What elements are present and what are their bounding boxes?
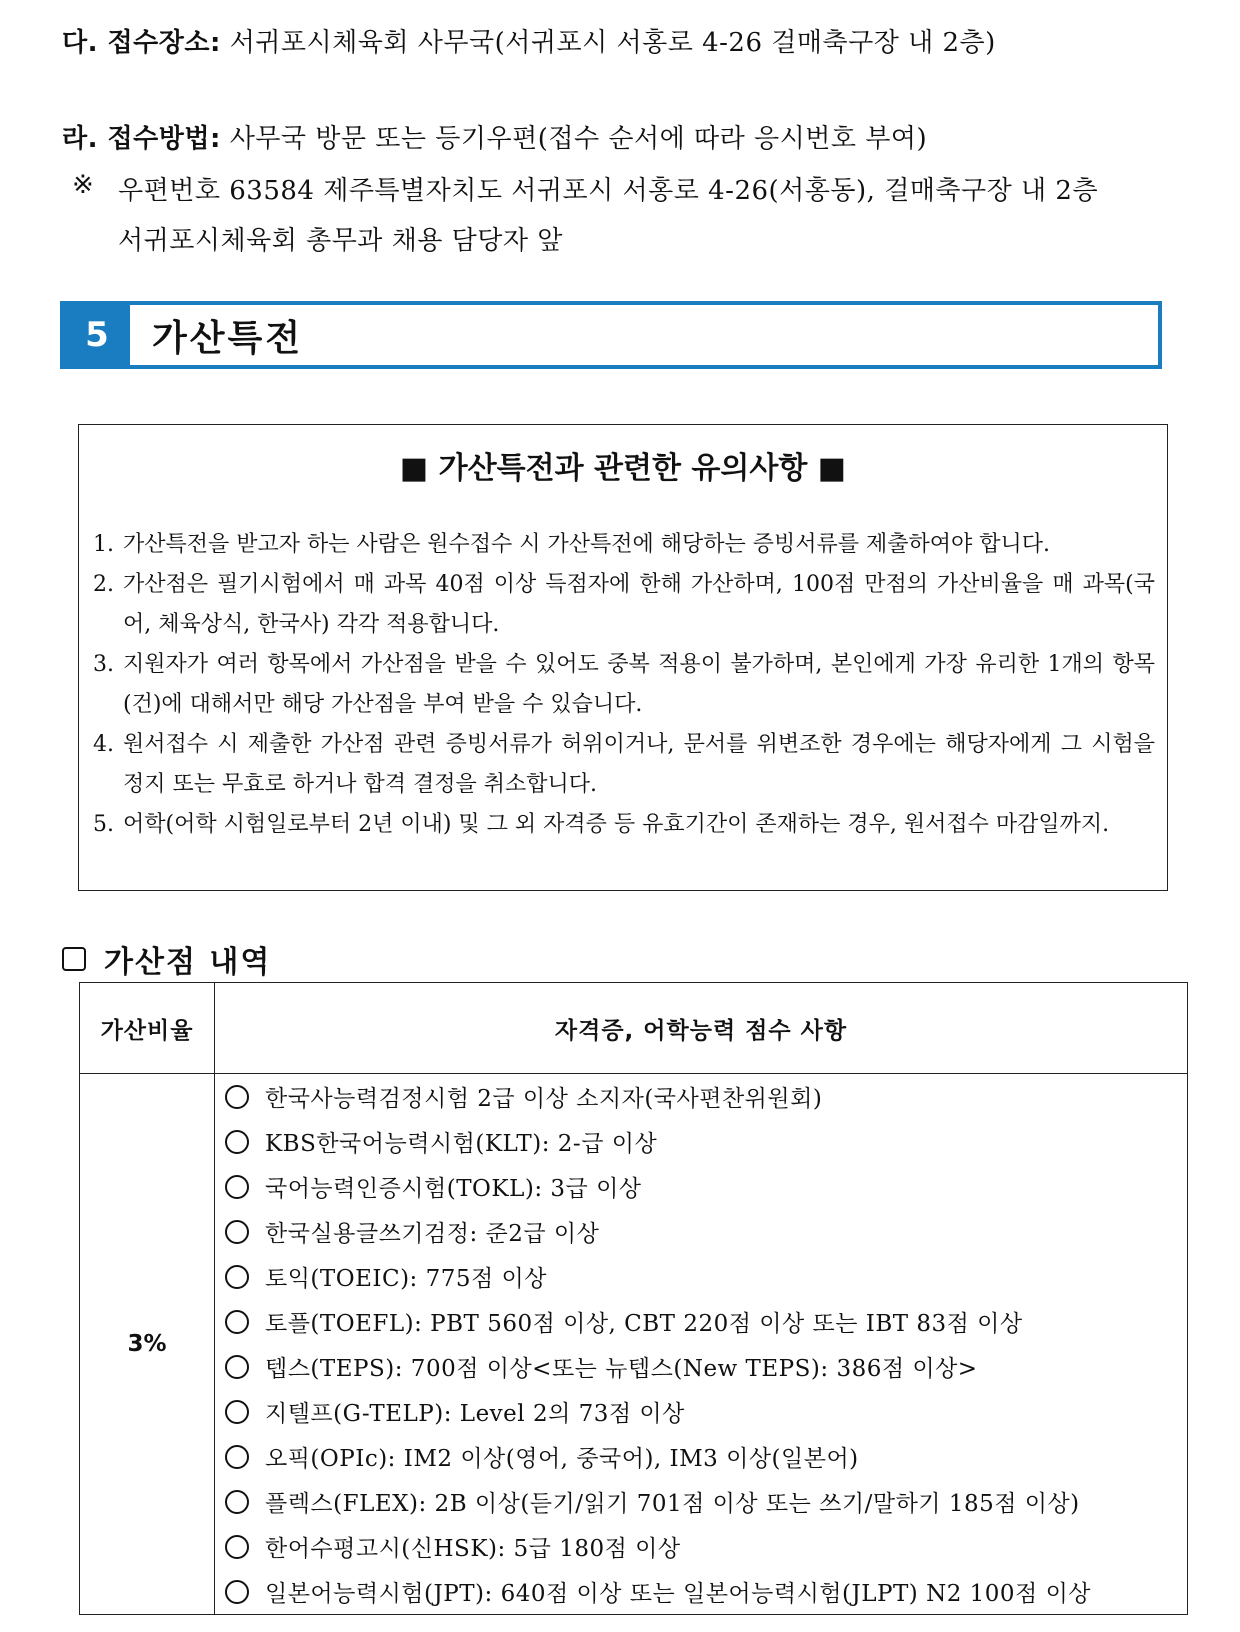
square-bullet-icon [62, 947, 86, 971]
rate-cell: 3% [80, 1074, 215, 1615]
circle-bullet-icon [225, 1535, 249, 1559]
items-cell [215, 1074, 1188, 1615]
header-rate: 가산비율 [80, 983, 215, 1074]
list-item [225, 1164, 1187, 1209]
notice-item-text: 가산점은 필기시험에서 매 과목 40점 이상 득점자에 한해 가산하며, 100점 만점의 가산비율을 매 과목(국어, 체육상식, 한국사) 각각 적용합니다. [123, 572, 1155, 637]
notice-item-text: 원서접수 시 제출한 가산점 관련 증빙서류가 허위이거나, 문서를 위변조한 경우에는 해당자에게 그 시험을 정지 또는 무효로 하거나 합격 결정을 취소합니다. [123, 732, 1155, 797]
list-item-text: 오픽(OPIc): IM2 이상(영어, 중국어), IM3 이상(일본어) [265, 1446, 859, 1472]
list-item [225, 1524, 1187, 1569]
notice-item-number: 4. [93, 732, 114, 757]
circle-bullet-icon [225, 1400, 249, 1424]
points-table [79, 982, 1188, 1615]
list-item-text: 일본어능력시험(JPT): 640점 이상 또는 일본어능력시험(JLPT) N2 100점 이상 [265, 1581, 1092, 1607]
table-header-row [80, 983, 1188, 1074]
list-item-text: 한국사능력검정시험 2급 이상 소지자(국사편찬위원회) [265, 1086, 823, 1112]
list-item-text: KBS한국어능력시험(KLT): 2-급 이상 [265, 1131, 658, 1157]
circle-bullet-icon [225, 1265, 249, 1289]
notice-box [78, 424, 1168, 891]
list-item [225, 1389, 1187, 1434]
notice-item-number: 5. [93, 812, 114, 837]
notice-title: ■ 가산특전과 관련한 유의사항 ■ [399, 451, 847, 486]
notice-item-number: 1. [93, 532, 114, 557]
section-title: 가산특전 [152, 317, 304, 359]
table-row [80, 1074, 1188, 1615]
circle-bullet-icon [225, 1580, 249, 1604]
list-item [225, 1479, 1187, 1524]
notice-item [93, 725, 1155, 805]
circle-bullet-icon [225, 1310, 249, 1334]
notice-item-text: 어학(어학 시험일로부터 2년 이내) 및 그 외 자격증 등 유효기간이 존재하는 경우, 원서접수 마감일까지. [123, 812, 1110, 837]
list-item [225, 1119, 1187, 1164]
list-item-text: 국어능력인증시험(TOKL): 3급 이상 [265, 1176, 642, 1202]
list-item-text: 토플(TOEFL): PBT 560점 이상, CBT 220점 이상 또는 IBT 83점 이상 [265, 1311, 1023, 1337]
list-item [225, 1209, 1187, 1254]
list-item [225, 1344, 1187, 1389]
reception-method-label: 라. 접수방법 [62, 124, 211, 154]
list-item-text: 플렉스(FLEX): 2B 이상(듣기/읽기 701점 이상 또는 쓰기/말하기 185점 이상) [265, 1491, 1080, 1517]
list-item-text: 토익(TOEIC): 775점 이상 [265, 1266, 547, 1292]
notice-item [93, 805, 1155, 845]
list-item-text: 한어수평고시(신HSK): 5급 180점 이상 [265, 1536, 681, 1562]
section-header [60, 301, 1162, 369]
list-item [225, 1254, 1187, 1299]
section-number: 5 [64, 305, 130, 365]
reception-method-text: 사무국 방문 또는 등기우편(접수 순서에 따라 응시번호 부여) [229, 124, 928, 154]
list-item-text: 텝스(TEPS): 700점 이상<또는 뉴텝스(New TEPS): 386점 이상> [265, 1356, 978, 1382]
reception-place-text: 서귀포시체육회 사무국(서귀포시 서홍로 4-26 걸매축구장 내 2층) [229, 28, 996, 58]
list-item-text: 한국실용글쓰기검정: 준2급 이상 [265, 1221, 600, 1247]
notice-list [93, 525, 1155, 845]
list-item [225, 1434, 1187, 1479]
list-item [225, 1074, 1187, 1119]
notice-item [93, 565, 1155, 645]
list-item [225, 1299, 1187, 1344]
points-heading [62, 937, 271, 981]
notice-item-number: 3. [93, 652, 114, 677]
circle-bullet-icon [225, 1130, 249, 1154]
notice-item [93, 525, 1155, 565]
notice-item-text: 가산특전을 받고자 하는 사람은 원수접수 시 가산특전에 해당하는 증빙서류를 제출하여야 합니다. [123, 532, 1051, 557]
circle-bullet-icon [225, 1490, 249, 1514]
reception-method: 라. 접수방법: 사무국 방문 또는 등기우편(접수 순서에 따라 응시번호 부여) [62, 124, 928, 154]
reception-place: 다. 접수장소: 서귀포시체육회 사무국(서귀포시 서홍로 4-26 걸매축구장 내 2층) [62, 28, 996, 58]
list-item-text: 지텔프(G-TELP): Level 2의 73점 이상 [265, 1401, 685, 1427]
circle-bullet-icon [225, 1085, 249, 1109]
note-line-2: 서귀포시체육회 총무과 채용 담당자 앞 [118, 226, 563, 256]
note-line-1: 우편번호 63584 제주특별자치도 서귀포시 서홍로 4-26(서홍동), 걸매축구장 내 2층 [118, 176, 1099, 206]
note-mark: ※ [72, 170, 95, 200]
points-heading-text: 가산점 내역 [104, 945, 272, 980]
notice-item-number: 2. [93, 572, 114, 597]
circle-bullet-icon [225, 1220, 249, 1244]
header-items: 자격증, 어학능력 점수 사항 [215, 983, 1188, 1074]
circle-bullet-icon [225, 1445, 249, 1469]
notice-item-text: 지원자가 여러 항목에서 가산점을 받을 수 있어도 중복 적용이 불가하며, 본인에게 가장 유리한 1개의 항목(건)에 대해서만 해당 가산점을 부여 받을 수 있습니다. [123, 652, 1155, 717]
list-item [225, 1569, 1187, 1614]
circle-bullet-icon [225, 1355, 249, 1379]
reception-place-label: 다. 접수장소 [62, 28, 211, 58]
circle-bullet-icon [225, 1175, 249, 1199]
notice-item [93, 645, 1155, 725]
